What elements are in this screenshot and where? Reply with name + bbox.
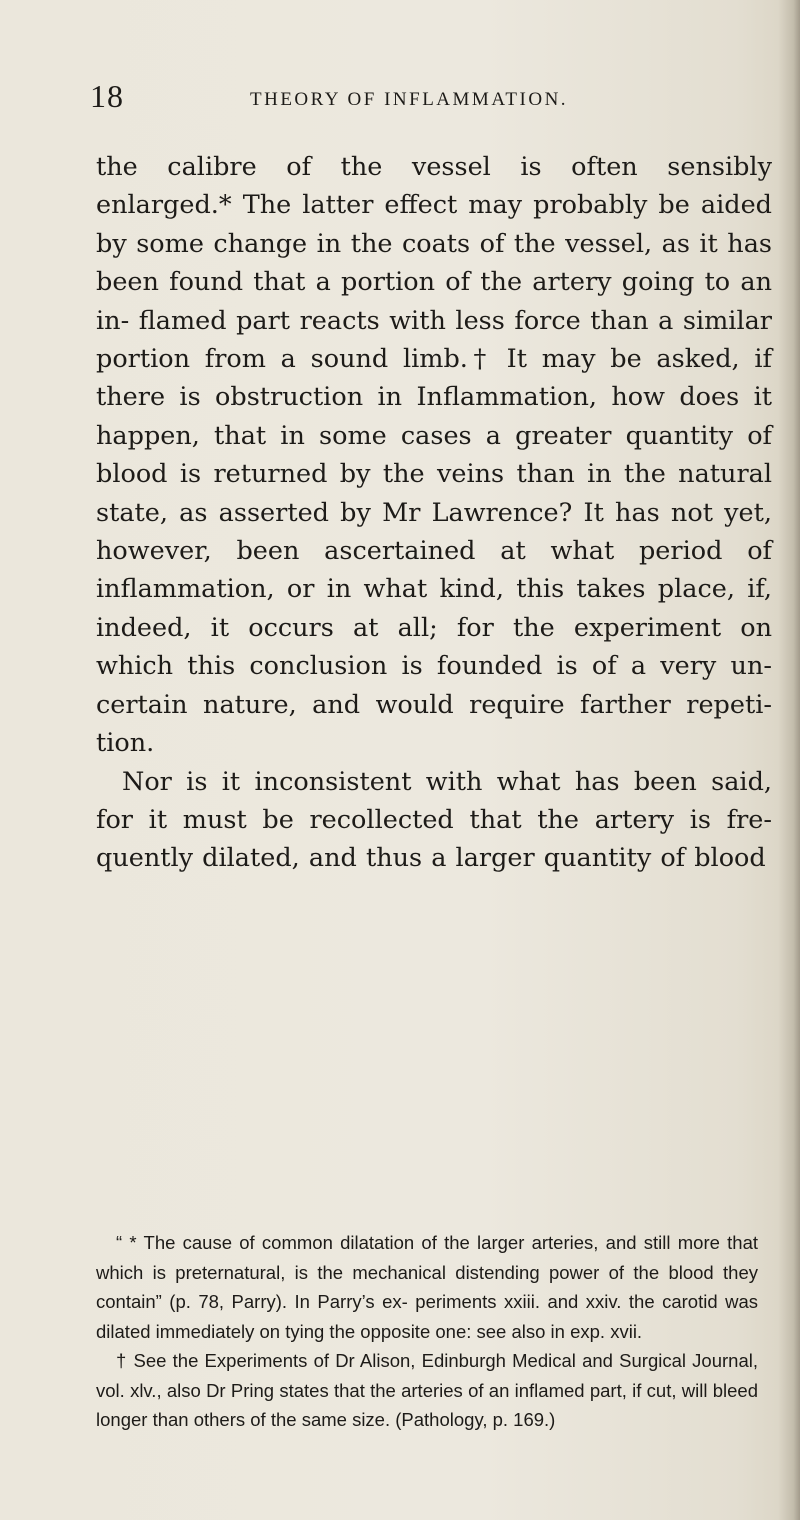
footnotes — [96, 1228, 758, 1435]
body-paragraph: Nor is it inconsistent with what has been said, for it must be recollected that the artery is fre- quently dilated, and thus a larger quantity of blood — [96, 766, 772, 874]
footnote: † See the Experiments of Dr Alison, Edinburgh Medical and Surgical Journal, vol. xlv., also Dr Pring states that the arteries of an inflamed part, if cut, will bleed longer than others of the same size. (Pathology, p. 169.) — [96, 1350, 758, 1430]
page-edge-shadow — [778, 0, 800, 1520]
page-number: 18 — [90, 78, 124, 114]
page-header — [90, 78, 730, 128]
footnote: “ * The cause of common dilatation of the larger arteries, and still more that which is preternatural, is the mechanical distending power of the blood they contain” (p. 78, Parry). In Parry’s ex- periments xxiii. and xxiv. the carotid was dilated immediately on tying the opposite one: see also in exp. xvii. — [96, 1232, 758, 1342]
body-text — [96, 148, 772, 878]
running-head: THEORY OF INFLAMMATION. — [250, 89, 569, 110]
body-paragraph: the calibre of the vessel is often sensibly enlarged.* The latter effect may probably be aided by some change in the coats of the vessel, as it has been found that a portion of the artery going to an in- flamed part reacts with less force than a similar portion from a sound limb.† It may be asked, if there is obstruction in Inflammation, how does it happen, that in some cases a greater quantity of blood is returned by the veins than in the natural state, as asserted by Mr Lawrence? It has not yet, however, been ascertained at what period of inflammation, or in what kind, this takes place, if, indeed, it occurs at all; for the experiment on which this conclusion is founded is of a very un- certain nature, and would require farther repeti- tion. — [96, 152, 772, 759]
